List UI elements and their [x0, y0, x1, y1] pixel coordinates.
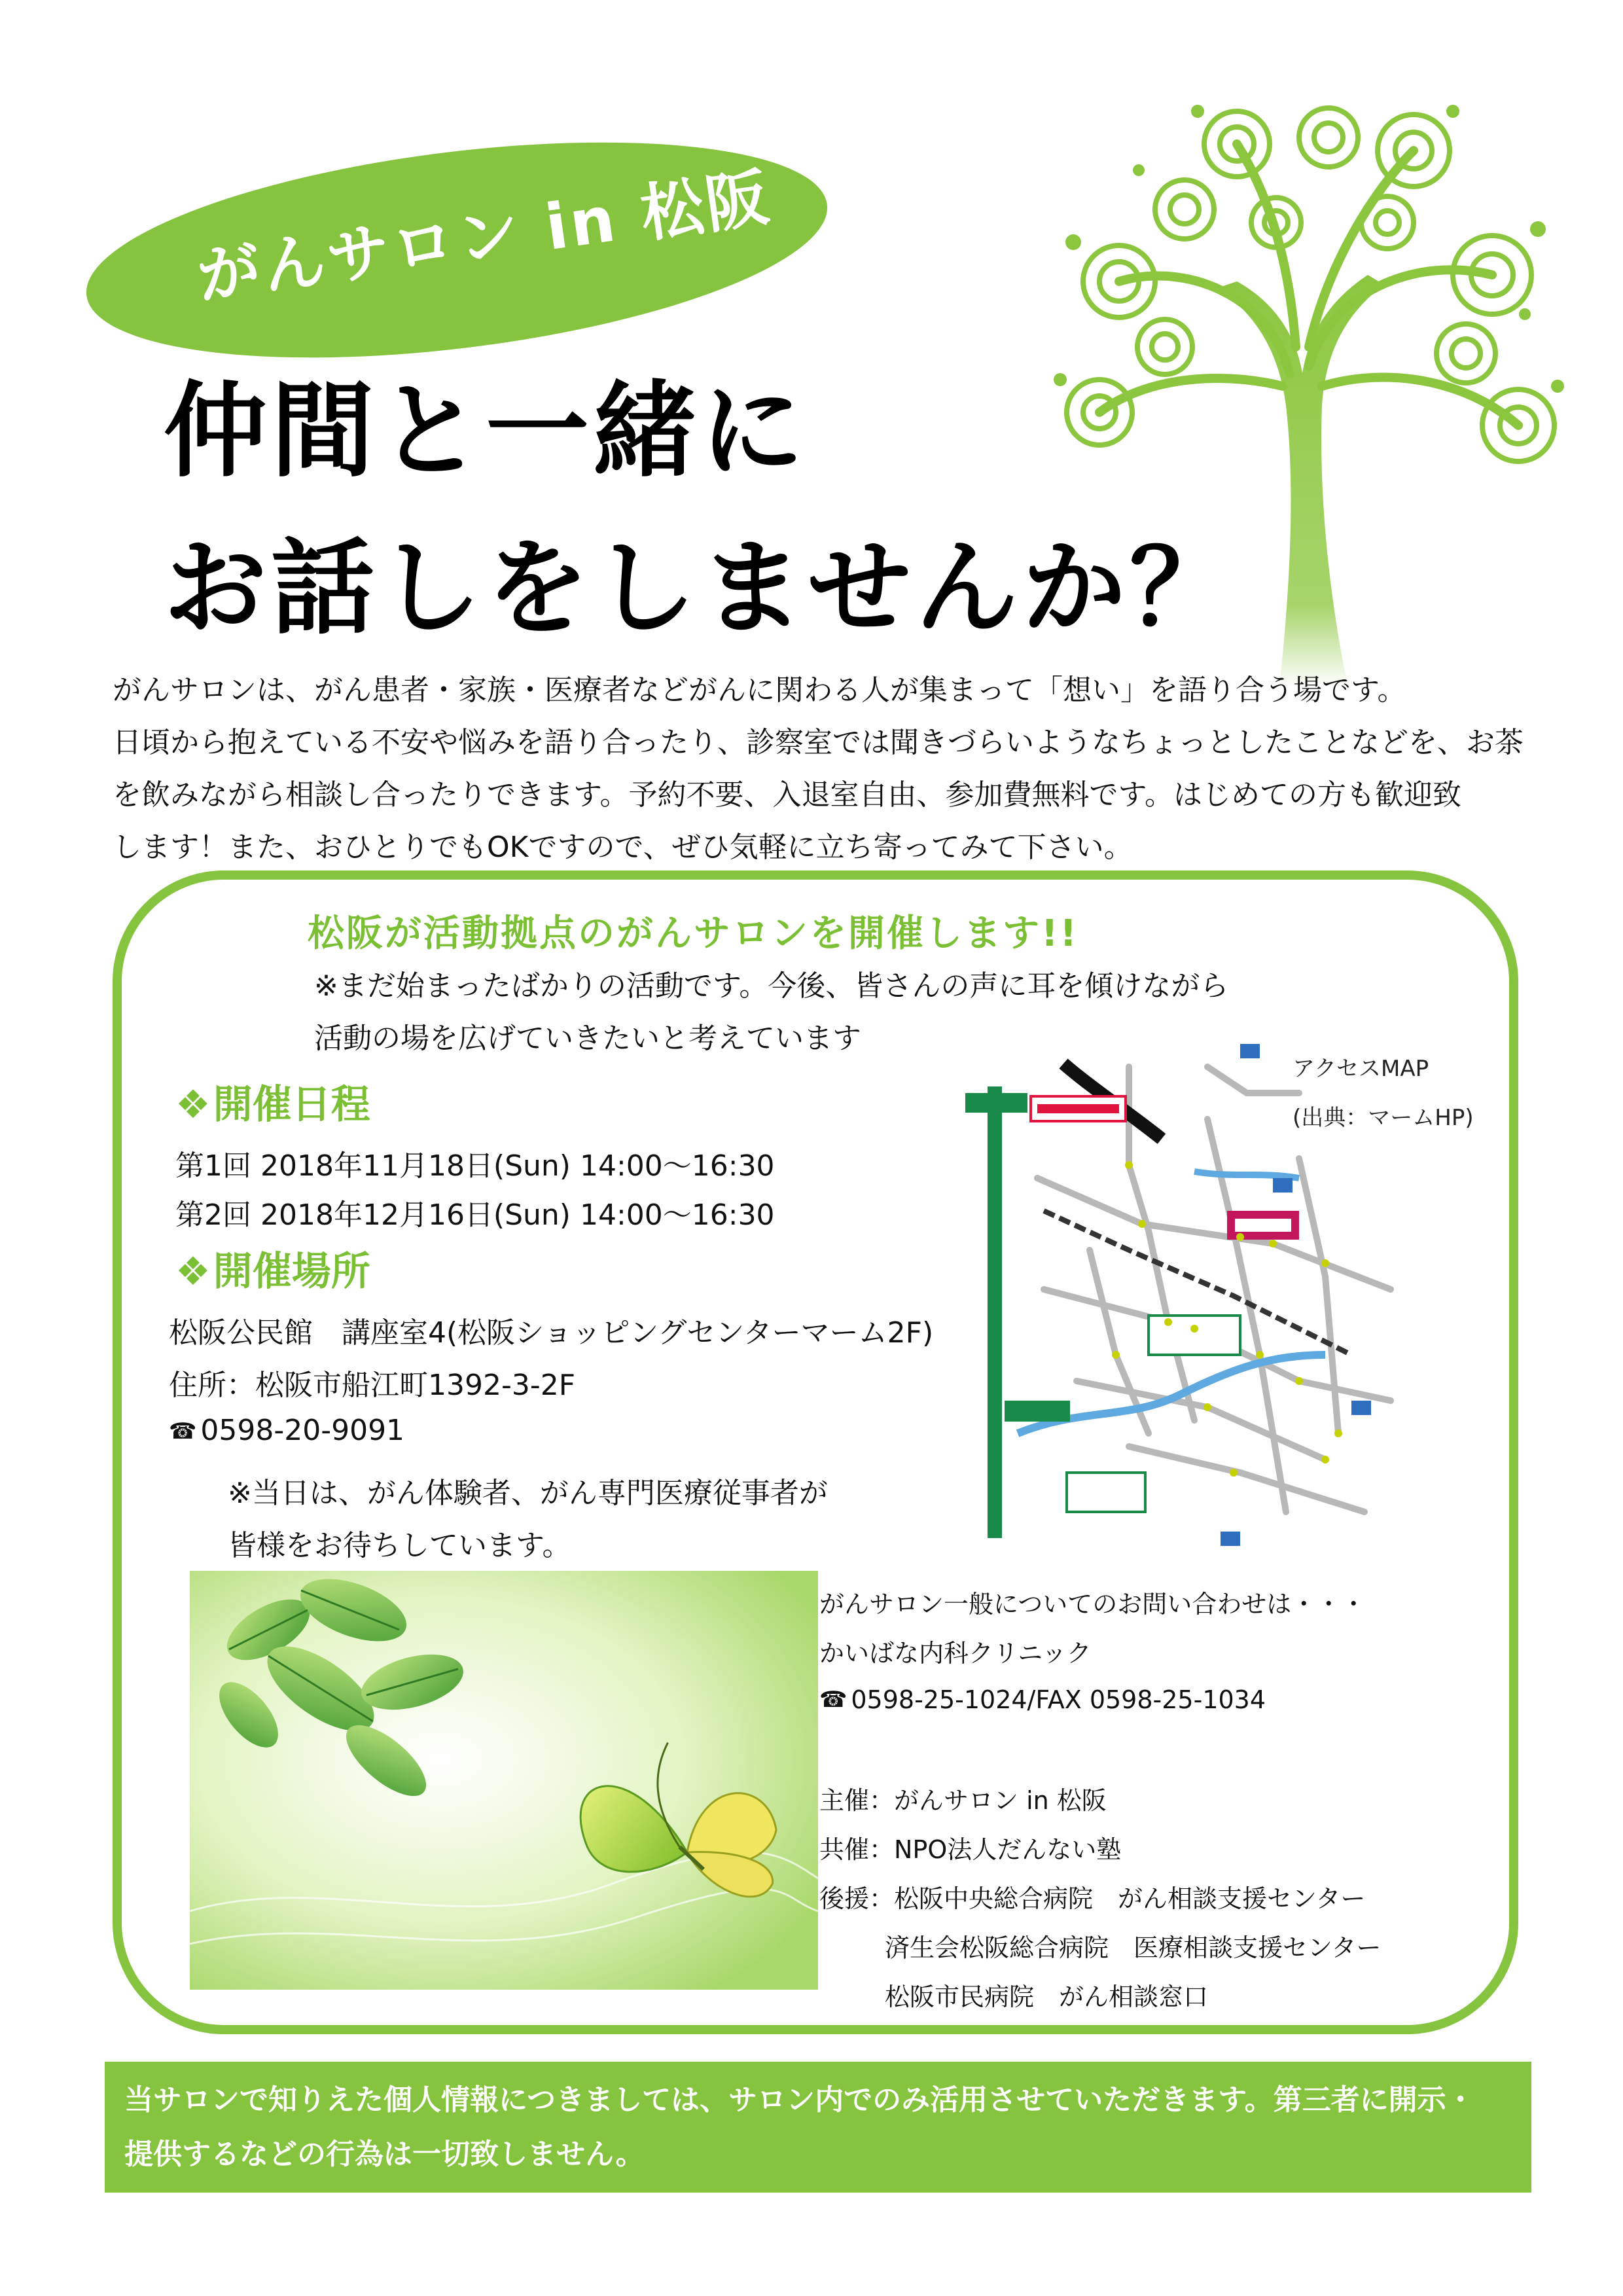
contact-phone-number: 0598-25-1024/FAX 0598-25-1034	[851, 1685, 1266, 1714]
note-line-1: ※まだ始まったばかりの活動です。今後、皆さんの声に耳を傾けながら	[314, 969, 1229, 1003]
intro-paragraph	[113, 664, 1539, 874]
phone-icon: ☎	[819, 1687, 847, 1713]
venue-section-title	[175, 1240, 370, 1297]
venue-phone-number: 0598-20-9091	[200, 1414, 405, 1447]
staff-note-line-2: 皆様をお待ちしています。	[228, 1529, 571, 1562]
headline-line-2: お話しをしませんか？	[164, 528, 1237, 649]
privacy-line-2: 提供するなどの行為は一切致しません。	[124, 2138, 645, 2171]
privacy-footer	[105, 2062, 1531, 2193]
schedule-section-title	[175, 1073, 370, 1130]
tree-illustration	[1021, 98, 1577, 687]
venue-address: 住所：松阪市船江町1392-3-2F	[169, 1369, 576, 1402]
supporter-3: 松阪市民病院 がん相談窓口	[885, 1982, 1209, 2011]
access-map	[933, 1014, 1430, 1558]
intro-line-4: します！また、おひとりでもOKですので、ぜひ気軽に立ち寄ってみて下さい。	[113, 831, 1133, 864]
leaf-butterfly-image	[190, 1571, 818, 1990]
schedule-item-1: 第1回 2018年11月18日(Sun) 14:00～16:30	[175, 1149, 775, 1183]
contact-phone	[819, 1685, 1266, 1714]
contact-inquiry-line: がんサロン一般についてのお問い合わせは・・・	[819, 1590, 1366, 1619]
map-caption-title: アクセスMAP	[1293, 1056, 1429, 1082]
map-caption-source: (出典：マームHP)	[1293, 1105, 1474, 1131]
note-line-2: 活動の場を広げていきたいと考えています	[314, 1022, 861, 1055]
intro-line-1: がんサロンは、がん患者・家族・医療者などがんに関わる人が集まって「想い」を語り合う場です。	[113, 673, 1406, 707]
supporter-1: 後援：松阪中央総合病院 がん相談支援センター	[819, 1884, 1366, 1913]
schedule-title-text: 開催日程	[213, 1082, 370, 1128]
diamond-bullet-icon: ❖	[175, 1249, 211, 1295]
privacy-line-1: 当サロンで知りえた個人情報につきましては、サロン内でのみ活用させていただきます。第三者に開示・	[124, 2083, 1475, 2117]
venue-phone	[169, 1414, 404, 1447]
contact-clinic-name: かいばな内科クリニック	[819, 1639, 1092, 1668]
diamond-bullet-icon: ❖	[175, 1082, 211, 1128]
co-organizer: 共催：NPO法人だんない塾	[819, 1835, 1122, 1864]
organizer: 主催：がんサロン in 松阪	[819, 1786, 1107, 1815]
phone-icon: ☎	[169, 1418, 197, 1444]
venue-title-text: 開催場所	[213, 1249, 370, 1295]
schedule-item-2: 第2回 2018年12月16日(Sun) 14:00～16:30	[175, 1198, 775, 1232]
venue-name: 松阪公民館 講座室4(松阪ショッピングセンターマーム2F)	[169, 1316, 934, 1350]
headline-line-1: 仲間と一緒に	[164, 371, 808, 492]
info-heading: 松阪が活動拠点のがんサロンを開催します!!	[308, 912, 1079, 955]
intro-line-2: 日頃から抱えている不安や悩みを語り合ったり、診察室では聞きづらいようなちょっとしたことなどを、お茶	[113, 726, 1524, 759]
intro-line-3: を飲みながら相談し合ったりできます。予約不要、入退室自由、参加費無料です。はじめての方も歓迎致	[113, 778, 1461, 812]
staff-note-line-1: ※当日は、がん体験者、がん専門医療従事者が	[228, 1477, 828, 1510]
supporter-2: 済生会松阪総合病院 医療相談支援センター	[885, 1933, 1382, 1962]
salon-title: がんサロン in 松阪	[192, 160, 776, 314]
